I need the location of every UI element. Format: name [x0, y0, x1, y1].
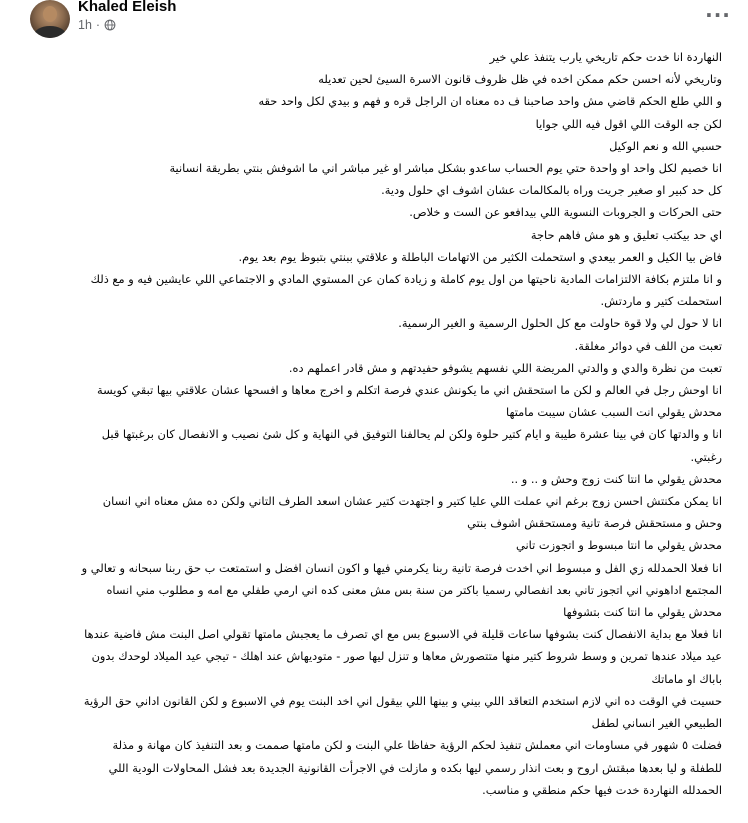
post-paragraph: اي حد بيكتب تعليق و هو مش فاهم حاجة [530, 227, 722, 242]
post-paragraph: كل حد كبير او صغير جريت وراه بالمكالمات عشان اشوف اي حلول ودية. [381, 183, 722, 198]
post-paragraph: انا فعلا الحمدلله زي الفل و مبسوط اني اخدت فرصة تانية ربنا يكرمني فيها و اكون انسان افضل و استمتعت ب حق ربنا سبحانه و تعالي و المجتمع اداهوني اني اتجوز تاني بعد انفصالي رسميا باكتر من سنة بس مش معنى كده اني ارمي طفلي مع امه و مطلوب مني انساه [81, 560, 722, 597]
post-paragraph: محدش يقولي ما انتا كنت زوج وحش و .. و .. [510, 471, 722, 486]
post-paragraph: محدش يقولي ما انتا كنت بتشوفها [563, 605, 722, 620]
post-paragraph: لكن جه الوقت اللي اقول فيه اللي جوايا [535, 116, 722, 131]
post-paragraph: حتى الحركات و الجروبات النسوية اللي بيدافعو عن الست و خلاص. [409, 205, 722, 220]
post-paragraph: انا اوحش رجل في العالم و لكن ما استحقش اني ما يكونش عندي فرصة اتكلم و اخرج معاها و افسحها عشان علاقتي بيها تبقي كويسة [97, 383, 722, 398]
post-paragraph: انا و والدتها كان في بينا عشرة طيبة و ايام كتير حلوة ولكن لم يحالفنا التوفيق في النهاية و كل شئ نصيب و الانفصال كان برغبتها قبل رغبتي. [101, 427, 722, 464]
post-paragraph: تعبت من نظرة والدي و والدتي المريضة اللي نفسهم يشوفو حفيدتهم و مش قادر اعملهم ده. [288, 360, 722, 375]
post-paragraph: انا خصيم لكل واحد او واحدة حتي يوم الحساب ساعدو بشكل مباشر او غير مباشر اني ما اشوفش بنتي بطريقة انسانية [169, 161, 722, 176]
post-paragraph: حسيت في الوقت ده اني لازم استخدم التعاقد اللي بيني و بينها اللي بيقول اني اخد البنت يوم في الاسبوع و لكن القانون اداني حق الرؤية الطبيعي الغير انساني لطفل [83, 693, 722, 731]
separator-dot: · [95, 18, 101, 32]
post-paragraph: تعبت من اللف في دوائر مغلقة. [574, 338, 722, 353]
post-paragraph: انا لا حول لي ولا قوة حاولت مع كل الحلول الرسمية و الغير الرسمية. [398, 316, 722, 331]
post-paragraph: محدش يقولي انت السبب عشان سيبت مامتها [505, 405, 722, 420]
post-paragraph: فاض بيا الكيل و العمر بيعدي و استحملت الكثير من الاتهامات الباطلة و علاقتي ببنتي بتبوظ يوم بعد يوم. [238, 249, 722, 264]
post-paragraph: النهاردة انا خدت حكم تاريخي يارب يتنفذ علي خير [489, 50, 722, 64]
post-paragraph: و انا ملتزم بكافة الالتزامات المادية ناحيتها من اول يوم كاملة و زيادة كمان عن المستوي المادي و الاجتماعي اللي عايشين فيه و مع ذلك استحملت كتير و ماردتش. [90, 272, 722, 309]
post-paragraph: وتاريخي لأنه احسن حكم ممكن اخده في ظل ظروف قانون الاسرة السيئ لحين تعديله [318, 72, 722, 87]
post-paragraph: محدش يقولي ما انتا مبسوط و اتجوزت تاني [516, 538, 722, 553]
more-options-button[interactable] [700, 0, 736, 30]
post-paragraph: و اللي طلع الحكم قاضي مش واحد صاحبنا ف ده معناه ان الراجل قره و فهم و بيدي لكل واحد حقه [258, 94, 722, 109]
avatar-shirt [34, 26, 66, 38]
post-paragraph: انا فعلا مع بداية الانفصال كنت بشوفها ساعات قليلة في الاسبوع بس مع اي تصرف ما يعجبش مامتها تقولي اصل البنت مش فاضية عندها عيد ميلاد عندها تمرين و وسط شروط كتير منها متتصورش معاها و تنزل ليها صور - متوديهاش عند اهلك - تيجي عيد الميلاد لوحدك بدون باباك او ماماتك [84, 627, 722, 686]
post-meta [78, 18, 116, 32]
post-paragraph: انا يمكن مكنتش احسن زوج برغم اني عملت اللي عليا كتير و اجتهدت كتير عشان اسعد الطرف التاني ولكن ده مش معناه اني انسان وحش و مستحقش فرصة تانية ومستحقش اشوف بنتي [102, 494, 722, 531]
post-paragraph: فضلت ٥ شهور في مساومات اني معملش تنفيذ لحكم الرؤية حفاظا علي البنت و لكن مامتها صممت و بعد التنفيذ كان مهانة و مذلة للطفلة و ليا بعدها مبقتش اروح و بعت انذار رسمي ليها بكده و مازلت في الاجرأت القانونية الجديدة بعد فشل المحاولات الودية اللي الحمدلله النهاردة خدت فيها حكم منطقي و مناسب. [108, 738, 722, 797]
more-options-icon: ··· [705, 3, 731, 27]
avatar-face [43, 6, 57, 22]
author-avatar[interactable] [30, 0, 70, 38]
post-text [78, 46, 722, 801]
post-time[interactable]: 1h [78, 18, 92, 32]
author-name[interactable]: Khaled Eleish [78, 0, 177, 15]
globe-icon[interactable] [104, 19, 116, 31]
post-header [0, 0, 748, 46]
post-paragraph: حسبي الله و نعم الوكيل [609, 138, 722, 153]
